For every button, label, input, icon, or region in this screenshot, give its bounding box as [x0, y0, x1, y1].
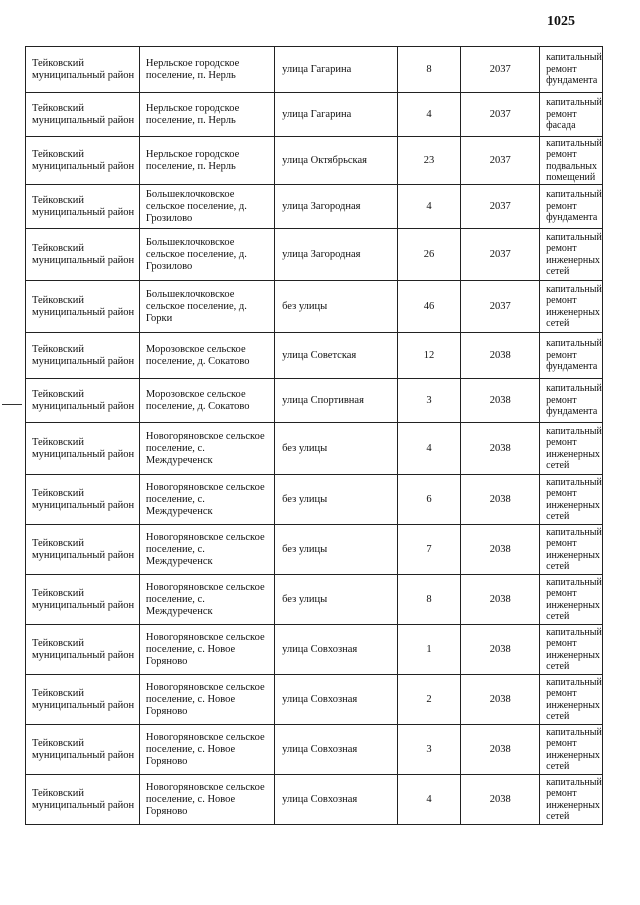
year-cell-text: 2038 [489, 643, 511, 655]
work-type-cell [540, 775, 603, 825]
settlement-cell-text: Большеклочковское сельское поселение, д. Грозилово [145, 188, 247, 224]
table-row [26, 625, 603, 675]
house-number-cell-text: 4 [426, 108, 432, 120]
street-cell-text: улица Совхозная [282, 693, 358, 705]
settlement-cell [139, 423, 274, 475]
settlement-cell [139, 229, 274, 281]
year-cell [461, 281, 540, 333]
table-row [26, 775, 603, 825]
table-row [26, 281, 603, 333]
house-number-cell-text: 4 [426, 793, 432, 805]
settlement-cell [139, 725, 274, 775]
street-cell-text: улица Гагарина [282, 63, 352, 75]
table-row [26, 93, 603, 137]
district-cell-text: Тейковский муниципальный район [32, 436, 135, 460]
settlement-cell-text: Морозовское сельское поселение, д. Сокатово [145, 343, 250, 367]
district-cell [26, 185, 140, 229]
street-cell [275, 137, 397, 185]
table-row [26, 137, 603, 185]
table-row [26, 229, 603, 281]
street-cell [275, 379, 397, 423]
house-number-cell [397, 675, 461, 725]
work-type-cell [540, 575, 603, 625]
house-number-cell-text: 3 [426, 743, 432, 755]
settlement-cell [139, 185, 274, 229]
house-number-cell [397, 137, 461, 185]
settlement-cell [139, 281, 274, 333]
work-type-cell-text: капитальный ремонт фундамента [546, 52, 602, 87]
settlement-cell-text: Большеклочковское сельское поселение, д. Грозилово [145, 236, 247, 272]
district-cell [26, 281, 140, 333]
district-cell-text: Тейковский муниципальный район [32, 487, 135, 511]
work-type-cell-text: капитальный ремонт фундамента [546, 383, 602, 418]
work-type-cell [540, 137, 603, 185]
street-cell [275, 675, 397, 725]
settlement-cell [139, 475, 274, 525]
district-cell [26, 475, 140, 525]
district-cell-text: Тейковский муниципальный район [32, 787, 135, 811]
district-cell-text: Тейковский муниципальный район [32, 242, 135, 266]
table-row [26, 475, 603, 525]
year-cell-text: 2038 [489, 394, 511, 406]
year-cell-text: 2037 [489, 154, 511, 166]
house-number-cell [397, 423, 461, 475]
year-cell [461, 475, 540, 525]
street-cell [275, 575, 397, 625]
settlement-cell [139, 333, 274, 379]
year-cell [461, 47, 540, 93]
house-number-cell [397, 725, 461, 775]
table-row [26, 525, 603, 575]
settlement-cell [139, 525, 274, 575]
year-cell [461, 93, 540, 137]
year-cell [461, 725, 540, 775]
settlement-cell-text: Новогоряновское сельское поселение, с. Новое Горяново [145, 631, 265, 667]
settlement-cell [139, 675, 274, 725]
street-cell [275, 281, 397, 333]
house-number-cell [397, 575, 461, 625]
house-number-cell-text: 26 [423, 248, 435, 260]
work-type-cell [540, 93, 603, 137]
year-cell-text: 2038 [489, 349, 511, 361]
year-cell-text: 2038 [489, 743, 511, 755]
year-cell-text: 2037 [489, 63, 511, 75]
settlement-cell-text: Нерльское городское поселение, п. Нерль [145, 148, 240, 172]
table-row [26, 333, 603, 379]
work-type-cell-text: капитальный ремонт фундамента [546, 189, 602, 224]
house-number-cell [397, 93, 461, 137]
settlement-cell [139, 137, 274, 185]
work-type-cell [540, 47, 603, 93]
work-type-cell [540, 281, 603, 333]
district-cell [26, 229, 140, 281]
work-type-cell [540, 625, 603, 675]
settlement-cell-text: Новогоряновское сельское поселение, с. Междуреченск [145, 531, 265, 567]
street-cell-text: улица Совхозная [282, 743, 358, 755]
year-cell [461, 379, 540, 423]
work-type-cell-text: капитальный ремонт инженерных сетей [546, 726, 602, 772]
street-cell [275, 93, 397, 137]
year-cell [461, 575, 540, 625]
district-cell [26, 423, 140, 475]
year-cell-text: 2038 [489, 442, 511, 454]
table-row [26, 675, 603, 725]
settlement-cell [139, 625, 274, 675]
work-type-cell-text: капитальный ремонт фундамента [546, 338, 602, 373]
street-cell [275, 333, 397, 379]
repair-schedule-table [25, 46, 603, 825]
work-type-cell [540, 525, 603, 575]
street-cell-text: улица Спортивная [282, 394, 364, 406]
district-cell-text: Тейковский муниципальный район [32, 687, 135, 711]
district-cell-text: Тейковский муниципальный район [32, 194, 135, 218]
street-cell-text: улица Советская [282, 349, 357, 361]
year-cell [461, 625, 540, 675]
district-cell [26, 625, 140, 675]
street-cell-text: улица Гагарина [282, 108, 352, 120]
work-type-cell-text: капитальный ремонт инженерных сетей [546, 676, 602, 722]
table-row [26, 423, 603, 475]
district-cell-text: Тейковский муниципальный район [32, 537, 135, 561]
house-number-cell-text: 12 [423, 349, 435, 361]
district-cell-text: Тейковский муниципальный район [32, 57, 135, 81]
street-cell-text: улица Загородная [282, 200, 361, 212]
year-cell-text: 2037 [489, 108, 511, 120]
settlement-cell-text: Новогоряновское сельское поселение, с. Новое Горяново [145, 731, 265, 767]
street-cell-text: без улицы [282, 593, 328, 605]
house-number-cell [397, 775, 461, 825]
settlement-cell-text: Новогоряновское сельское поселение, с. Новое Горяново [145, 781, 265, 817]
work-type-cell [540, 725, 603, 775]
house-number-cell [397, 475, 461, 525]
work-type-cell-text: капитальный ремонт подвальных помещений [546, 137, 602, 183]
settlement-cell-text: Новогоряновское сельское поселение, с. Междуреченск [145, 430, 265, 466]
street-cell [275, 185, 397, 229]
work-type-cell-text: капитальный ремонт инженерных сетей [546, 776, 602, 822]
street-cell [275, 625, 397, 675]
year-cell-text: 2038 [489, 493, 511, 505]
house-number-cell [397, 47, 461, 93]
work-type-cell-text: капитальный ремонт инженерных сетей [546, 626, 602, 672]
street-cell-text: улица Совхозная [282, 793, 358, 805]
street-cell-text: улица Октябрьская [282, 154, 367, 166]
street-cell-text: улица Загородная [282, 248, 361, 260]
page-number: 1025 [547, 14, 575, 29]
house-number-cell-text: 7 [426, 543, 432, 555]
settlement-cell-text: Морозовское сельское поселение, д. Сокатово [145, 388, 250, 412]
settlement-cell-text: Нерльское городское поселение, п. Нерль [145, 102, 240, 126]
work-type-cell [540, 185, 603, 229]
district-cell [26, 675, 140, 725]
year-cell-text: 2037 [489, 200, 511, 212]
house-number-cell-text: 46 [423, 300, 435, 312]
district-cell-text: Тейковский муниципальный район [32, 587, 135, 611]
house-number-cell [397, 281, 461, 333]
house-number-cell [397, 185, 461, 229]
house-number-cell [397, 625, 461, 675]
district-cell-text: Тейковский муниципальный район [32, 737, 135, 761]
year-cell-text: 2038 [489, 543, 511, 555]
year-cell [461, 525, 540, 575]
street-cell-text: без улицы [282, 543, 328, 555]
year-cell [461, 775, 540, 825]
work-type-cell-text: капитальный ремонт инженерных сетей [546, 231, 602, 277]
work-type-cell [540, 333, 603, 379]
district-cell-text: Тейковский муниципальный район [32, 102, 135, 126]
house-number-cell-text: 2 [426, 693, 432, 705]
year-cell [461, 137, 540, 185]
settlement-cell [139, 379, 274, 423]
street-cell [275, 423, 397, 475]
work-type-cell [540, 675, 603, 725]
work-type-cell-text: капитальный ремонт инженерных сетей [546, 283, 602, 329]
table-row [26, 185, 603, 229]
street-cell-text: без улицы [282, 442, 328, 454]
table-row [26, 575, 603, 625]
district-cell-text: Тейковский муниципальный район [32, 388, 135, 412]
year-cell [461, 423, 540, 475]
settlement-cell-text: Новогоряновское сельское поселение, с. Междуреченск [145, 581, 265, 617]
margin-mark [2, 404, 22, 405]
house-number-cell-text: 8 [426, 593, 432, 605]
district-cell [26, 93, 140, 137]
work-type-cell [540, 379, 603, 423]
street-cell [275, 725, 397, 775]
house-number-cell-text: 4 [426, 442, 432, 454]
district-cell [26, 725, 140, 775]
year-cell-text: 2038 [489, 693, 511, 705]
settlement-cell [139, 47, 274, 93]
settlement-cell [139, 93, 274, 137]
table-row [26, 725, 603, 775]
house-number-cell [397, 229, 461, 281]
settlement-cell [139, 575, 274, 625]
work-type-cell [540, 475, 603, 525]
district-cell [26, 333, 140, 379]
table-row [26, 47, 603, 93]
street-cell [275, 775, 397, 825]
work-type-cell-text: капитальный ремонт фасада [546, 97, 602, 132]
work-type-cell [540, 423, 603, 475]
street-cell [275, 525, 397, 575]
house-number-cell-text: 3 [426, 394, 432, 406]
district-cell [26, 379, 140, 423]
settlement-cell [139, 775, 274, 825]
street-cell [275, 475, 397, 525]
settlement-cell-text: Новогоряновское сельское поселение, с. Междуреченск [145, 481, 265, 517]
district-cell [26, 525, 140, 575]
district-cell [26, 575, 140, 625]
year-cell [461, 185, 540, 229]
year-cell [461, 229, 540, 281]
house-number-cell [397, 379, 461, 423]
district-cell [26, 775, 140, 825]
year-cell-text: 2038 [489, 593, 511, 605]
year-cell-text: 2037 [489, 248, 511, 260]
house-number-cell-text: 23 [423, 154, 435, 166]
settlement-cell-text: Нерльское городское поселение, п. Нерль [145, 57, 240, 81]
house-number-cell-text: 8 [426, 63, 432, 75]
house-number-cell [397, 333, 461, 379]
year-cell-text: 2038 [489, 793, 511, 805]
district-cell-text: Тейковский муниципальный район [32, 294, 135, 318]
district-cell [26, 47, 140, 93]
work-type-cell [540, 229, 603, 281]
settlement-cell-text: Новогоряновское сельское поселение, с. Новое Горяново [145, 681, 265, 717]
work-type-cell-text: капитальный ремонт инженерных сетей [546, 526, 602, 572]
work-type-cell-text: капитальный ремонт инженерных сетей [546, 425, 602, 471]
year-cell [461, 675, 540, 725]
district-cell [26, 137, 140, 185]
district-cell-text: Тейковский муниципальный район [32, 148, 135, 172]
street-cell-text: без улицы [282, 493, 328, 505]
district-cell-text: Тейковский муниципальный район [32, 637, 135, 661]
house-number-cell-text: 1 [426, 643, 432, 655]
house-number-cell-text: 6 [426, 493, 432, 505]
year-cell [461, 333, 540, 379]
year-cell-text: 2037 [489, 300, 511, 312]
district-cell-text: Тейковский муниципальный район [32, 343, 135, 367]
street-cell [275, 229, 397, 281]
settlement-cell-text: Большеклочковское сельское поселение, д. Горки [145, 288, 247, 324]
street-cell-text: без улицы [282, 300, 328, 312]
work-type-cell-text: капитальный ремонт инженерных сетей [546, 476, 602, 522]
house-number-cell-text: 4 [426, 200, 432, 212]
house-number-cell [397, 525, 461, 575]
table-body [26, 47, 603, 825]
work-type-cell-text: капитальный ремонт инженерных сетей [546, 576, 602, 622]
table-row [26, 379, 603, 423]
street-cell-text: улица Совхозная [282, 643, 358, 655]
street-cell [275, 47, 397, 93]
